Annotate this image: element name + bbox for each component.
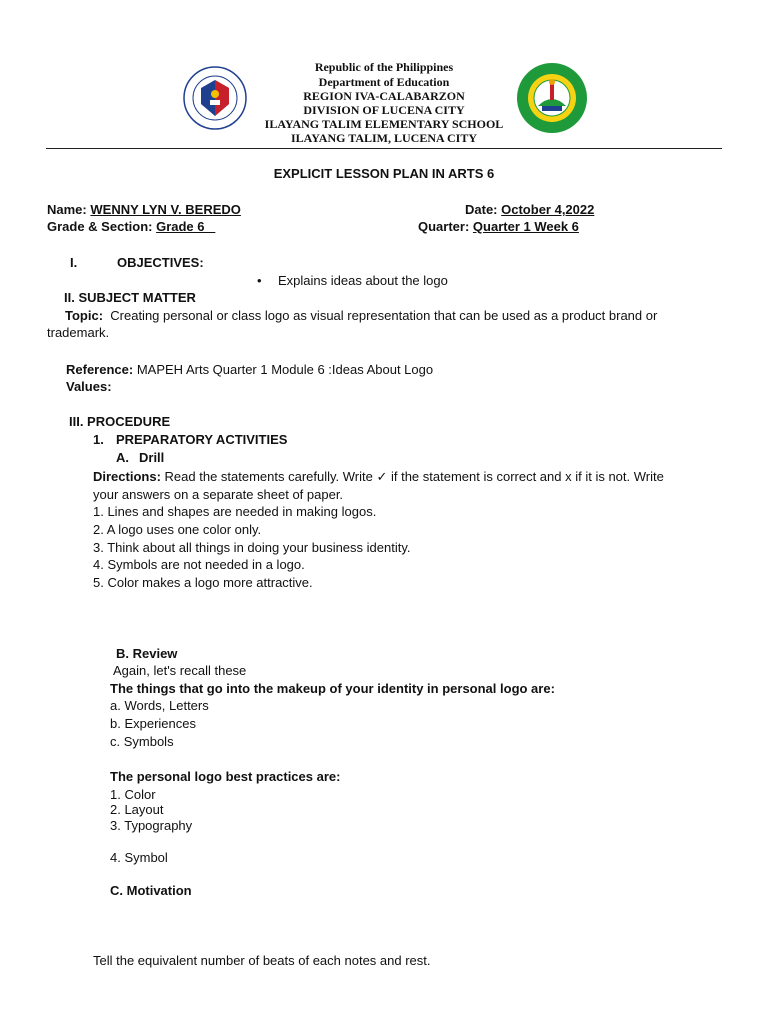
drill-letter: A. (116, 450, 129, 465)
directions-line-1 (93, 469, 664, 485)
directions-line-2: your answers on a separate sheet of paper. (93, 487, 344, 502)
directions-text: Read the statements carefully. Write ✓ if the statement is correct and x if it is not. Write (164, 469, 664, 484)
drill-item-5: 5. Color makes a logo more attractive. (93, 575, 313, 590)
page-title: EXPLICIT LESSON PLAN IN ARTS 6 (273, 166, 495, 181)
motivation-heading: C. Motivation (110, 883, 192, 898)
objectives-number: I. (70, 255, 78, 270)
grade-row (47, 219, 215, 234)
header-line-3: REGION IVA-CALABARZON (303, 89, 465, 103)
date-value: October 4,2022 (501, 202, 595, 217)
practices-item-2: 2. Layout (110, 802, 164, 817)
topic-text: Creating personal or class logo as visual representation that can be used as a product brand or (110, 308, 658, 323)
drill-item-1: 1. Lines and shapes are needed in making logos. (93, 504, 377, 519)
motivation-text: Tell the equivalent number of beats of each notes and rest. (93, 953, 431, 968)
name-row (47, 202, 241, 217)
reference-row (66, 362, 433, 377)
header-line-2: Department of Education (318, 75, 450, 89)
grade-value: Grade 6 (156, 219, 216, 234)
objectives-heading: OBJECTIVES: (117, 255, 204, 270)
name-label: Name: (47, 202, 87, 217)
practices-heading: The personal logo best practices are: (110, 769, 341, 784)
review-intro: Again, let's recall these (113, 663, 247, 678)
topic-label: Topic: (65, 308, 104, 323)
practices-item-4: 4. Symbol (110, 850, 168, 865)
header-divider (46, 148, 722, 149)
name-value: WENNY LYN V. BEREDO (90, 202, 241, 217)
drill-item-4: 4. Symbols are not needed in a logo. (93, 557, 305, 572)
identity-heading: The things that go into the makeup of your identity in personal logo are: (110, 681, 555, 696)
header-line-1: Republic of the Philippines (314, 60, 454, 74)
identity-item-a: a. Words, Letters (110, 698, 209, 713)
reference-label: Reference: (66, 362, 134, 377)
procedure-heading: III. PROCEDURE (69, 414, 171, 429)
topic-line-1 (65, 308, 657, 323)
objective-bullet: • (257, 273, 262, 288)
date-label: Date: (465, 202, 498, 217)
identity-item-c: c. Symbols (110, 734, 174, 749)
date-row (465, 202, 594, 217)
prep-number: 1. (93, 432, 104, 447)
practices-item-3: 3. Typography (110, 818, 193, 833)
practices-item-1: 1. Color (110, 787, 156, 802)
topic-line-2: trademark. (47, 325, 110, 340)
values-label: Values: (66, 379, 112, 394)
identity-item-b: b. Experiences (110, 716, 196, 731)
objective-item: Explains ideas about the logo (278, 273, 448, 288)
header-line-6: ILAYANG TALIM, LUCENA CITY (290, 131, 478, 145)
quarter-row (418, 219, 579, 234)
header-line-5: ILAYANG TALIM ELEMENTARY SCHOOL (264, 117, 504, 131)
subject-matter-heading: II. SUBJECT MATTER (64, 290, 196, 305)
directions-label: Directions: (93, 469, 161, 484)
drill-item-3: 3. Think about all things in doing your business identity. (93, 540, 411, 555)
drill-item-2: 2. A logo uses one color only. (93, 522, 262, 537)
quarter-label: Quarter: (418, 219, 470, 234)
prep-heading: PREPARATORY ACTIVITIES (116, 432, 288, 447)
review-heading: B. Review (116, 646, 178, 661)
quarter-value: Quarter 1 Week 6 (472, 219, 579, 234)
reference-value: MAPEH Arts Quarter 1 Module 6 :Ideas About Logo (136, 362, 434, 377)
drill-heading: Drill (139, 450, 165, 465)
grade-label: Grade & Section: (47, 219, 153, 234)
header-line-4: DIVISION OF LUCENA CITY (303, 103, 465, 117)
